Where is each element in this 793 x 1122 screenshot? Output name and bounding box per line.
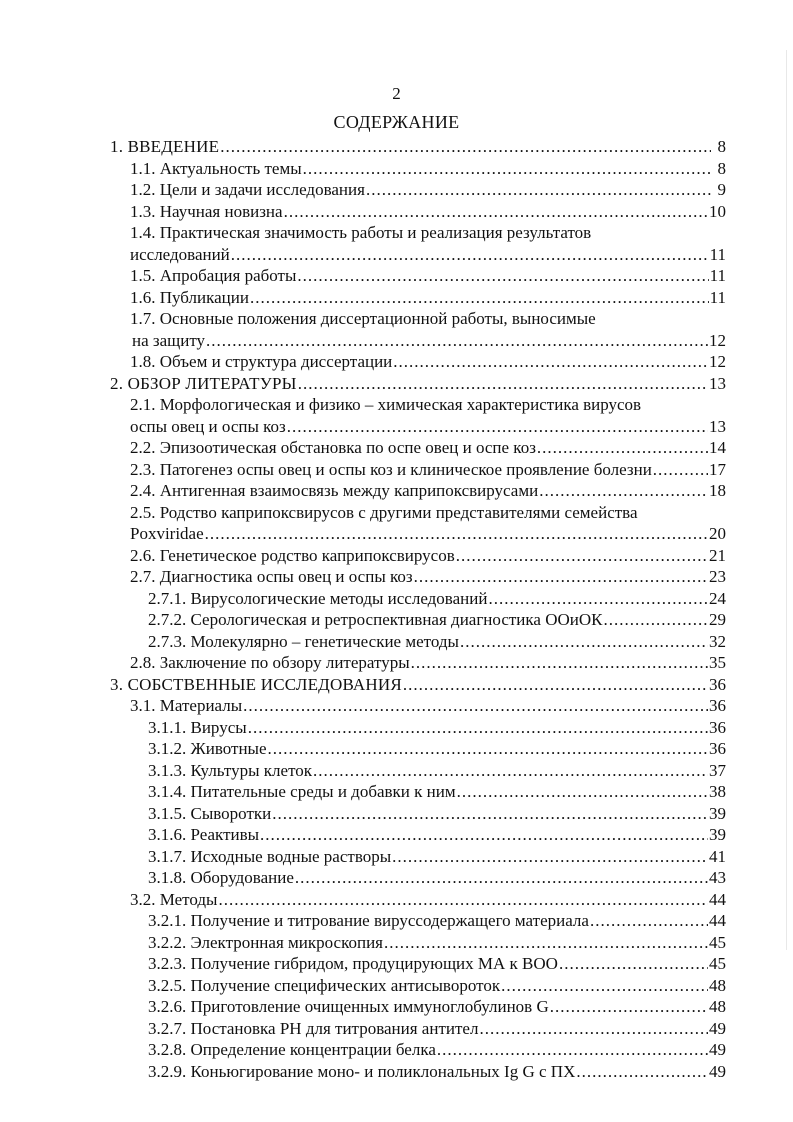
toc-entry	[110, 867, 726, 889]
toc-entry-text: 1.6. Публикации	[130, 287, 249, 307]
toc-entry	[110, 953, 726, 975]
toc-entry-page: 39	[709, 825, 726, 844]
toc-entry	[110, 351, 726, 373]
toc-entry-text: 3.1.3. Культуры клеток	[148, 760, 313, 780]
toc-entry-text: 3.2.1. Получение и титрование вируссодержащего материала	[148, 911, 589, 930]
toc-entry-page: 43	[709, 868, 726, 887]
toc-entry	[110, 523, 726, 545]
toc-entry-page: 32	[709, 631, 726, 651]
toc-entry-text: 3.1.2. Животные	[148, 739, 267, 758]
toc-entry	[110, 308, 726, 330]
toc-entry-page: 45	[709, 954, 726, 973]
toc-entry-page: 13	[709, 373, 726, 393]
toc-entry-text: 2.2. Эпизоотическая обстановка по оспе овец и оспе коз	[130, 438, 536, 457]
toc-leader-dots	[488, 588, 708, 610]
toc-entry-text: 2.7.2. Серологическая и ретроспективная диагностика ООиОК	[148, 610, 603, 629]
toc-leader-dots	[414, 566, 708, 588]
toc-leader-dots	[206, 330, 708, 352]
toc-entry	[110, 932, 726, 954]
toc-entry	[110, 1061, 726, 1083]
toc-leader-dots	[460, 631, 708, 653]
toc-entry-page: 24	[709, 588, 726, 608]
toc-leader-dots	[456, 545, 708, 567]
toc-entry	[110, 545, 726, 567]
toc-entry-text: исследований	[130, 244, 230, 264]
toc-leader-dots	[559, 953, 708, 975]
toc-entry-text: 2.6. Генетическое родство каприпоксвирусов	[130, 545, 455, 565]
toc-entry	[110, 824, 726, 846]
toc-entry-text: 2. ОБЗОР ЛИТЕРАТУРЫ	[110, 373, 297, 393]
toc-leader-dots	[284, 201, 708, 223]
toc-entry-text: Poxviridae	[130, 524, 204, 543]
toc-entry-page: 12	[709, 352, 726, 371]
toc-entry	[110, 566, 726, 588]
toc-leader-dots	[298, 373, 708, 395]
toc-entry-page: 14	[709, 438, 726, 457]
toc-entry-text: 3.1.1. Вирусы	[148, 717, 247, 737]
toc-entry	[110, 330, 726, 352]
toc-entry	[110, 136, 726, 158]
toc-entry-text: 3.2.5. Получение специфических антисывороток	[148, 975, 501, 995]
toc-leader-dots	[295, 867, 708, 889]
toc-entry-page: 20	[709, 524, 726, 543]
toc-entry	[110, 287, 726, 309]
toc-leader-dots	[501, 975, 708, 997]
toc-entry	[110, 781, 726, 803]
toc-leader-dots	[539, 480, 708, 502]
toc-entry-text: 1.8. Объем и структура диссертации	[130, 352, 393, 371]
toc-entry-page: 48	[709, 997, 726, 1016]
toc-entry	[110, 222, 726, 244]
toc-leader-dots	[590, 910, 708, 932]
toc-entry	[110, 996, 726, 1018]
toc-entry-text: 3.1.7. Исходные водные растворы	[148, 846, 392, 866]
toc-entry	[110, 889, 726, 911]
toc-leader-dots	[537, 437, 708, 459]
toc-leader-dots	[272, 803, 708, 825]
toc-entry-page: 12	[709, 330, 726, 350]
toc-leader-dots	[411, 652, 708, 674]
toc-entry-text: 3.2.6. Приготовление очищенных иммуноглобулинов G	[148, 997, 549, 1016]
toc-entry-text: 3.1.5. Сыворотки	[148, 803, 272, 823]
toc-entry-page: 49	[709, 1061, 726, 1081]
toc-entry-page: 48	[709, 975, 726, 995]
toc-entry-text: 2.7.3. Молекулярно – генетические методы	[148, 631, 459, 651]
toc-entry-text: 3.1.4. Питательные среды и добавки к ним	[148, 782, 456, 801]
toc-entry	[110, 179, 726, 201]
toc-entry-page: 10	[709, 201, 726, 221]
toc-entry-text: 2.5. Родство каприпоксвирусов с другими представителями семейства	[130, 502, 638, 522]
toc-entry-page: 36	[709, 739, 726, 758]
toc-entry-page: 29	[709, 610, 726, 629]
toc-leader-dots	[403, 674, 708, 696]
toc-entry	[110, 760, 726, 782]
toc-leader-dots	[392, 846, 708, 868]
toc-entry-page: 11	[709, 287, 726, 307]
toc-entry	[110, 1018, 726, 1040]
toc-entry	[110, 738, 726, 760]
toc-leader-dots	[297, 265, 708, 287]
toc-entry	[110, 910, 726, 932]
toc-entry	[110, 244, 726, 266]
toc-entry	[110, 588, 726, 610]
toc-entry-text: 1.7. Основные положения диссертационной работы, выносимые	[130, 309, 596, 328]
toc-leader-dots	[366, 179, 711, 201]
toc-leader-dots	[218, 889, 708, 911]
toc-entry-page: 13	[709, 416, 726, 436]
toc-leader-dots	[268, 738, 708, 760]
toc-leader-dots	[384, 932, 708, 954]
toc-entry	[110, 265, 726, 287]
toc-entry	[110, 975, 726, 997]
toc-entry-page: 45	[709, 932, 726, 952]
toc-entry-page: 8	[717, 137, 726, 156]
table-of-contents	[110, 136, 726, 1082]
toc-entry-page: 9	[717, 180, 726, 199]
toc-entry-text: 3.2.2. Электронная микроскопия	[148, 932, 384, 952]
toc-entry-text: 3.1.8. Оборудование	[148, 868, 294, 887]
toc-entry-text: 1.5. Апробация работы	[130, 266, 297, 285]
toc-entry-page: 44	[709, 889, 726, 909]
toc-title: СОДЕРЖАНИЕ	[333, 112, 460, 132]
toc-entry-page: 11	[709, 244, 726, 264]
toc-entry-text: 1.2. Цели и задачи исследования	[130, 180, 365, 199]
toc-entry-page: 11	[709, 266, 726, 285]
toc-leader-dots	[393, 351, 708, 373]
toc-leader-dots	[603, 609, 708, 631]
toc-leader-dots	[313, 760, 708, 782]
toc-entry	[110, 416, 726, 438]
toc-leader-dots	[287, 416, 708, 438]
toc-entry-page: 44	[709, 911, 726, 930]
page-number: 2	[392, 84, 401, 103]
toc-entry-page: 49	[709, 1018, 726, 1038]
toc-entry	[110, 1039, 726, 1061]
toc-entry	[110, 201, 726, 223]
toc-leader-dots	[437, 1039, 708, 1061]
toc-entry-text: 3.2.8. Определение концентрации белка	[148, 1040, 436, 1059]
toc-entry-text: 3.2. Методы	[130, 889, 218, 909]
toc-entry-text: 3.1. Материалы	[130, 696, 243, 715]
toc-entry-page: 39	[709, 803, 726, 823]
toc-entry	[110, 394, 726, 416]
toc-entry-text: 1.4. Практическая значимость работы и реализация результатов	[130, 223, 592, 242]
toc-entry	[110, 717, 726, 739]
toc-leader-dots	[231, 244, 709, 266]
toc-entry-text: 2.4. Антигенная взаимосвязь между каприпоксвирусами	[130, 481, 539, 500]
toc-entry	[110, 502, 726, 524]
toc-entry-page: 36	[709, 717, 726, 737]
toc-entry	[110, 846, 726, 868]
toc-entry-page: 17	[709, 459, 726, 479]
toc-entry-page: 8	[717, 158, 726, 178]
toc-entry	[110, 674, 726, 696]
toc-leader-dots	[303, 158, 711, 180]
toc-entry-page: 36	[709, 696, 726, 715]
toc-entry-text: 3.1.6. Реактивы	[148, 825, 260, 844]
toc-entry-text: 3. СОБСТВЕННЫЕ ИССЛЕДОВАНИЯ	[110, 674, 402, 694]
toc-entry	[110, 609, 726, 631]
toc-entry-page: 18	[709, 481, 726, 500]
toc-entry-text: 1.1. Актуальность темы	[130, 158, 302, 178]
toc-leader-dots	[220, 136, 711, 158]
toc-leader-dots	[248, 717, 708, 739]
toc-entry	[110, 803, 726, 825]
toc-leader-dots	[457, 781, 708, 803]
toc-entry-text: на защиту	[132, 330, 206, 350]
toc-entry-text: 2.1. Морфологическая и физико – химическая характеристика вирусов	[130, 395, 642, 414]
toc-entry	[110, 652, 726, 674]
toc-leader-dots	[260, 824, 708, 846]
toc-entry	[110, 480, 726, 502]
toc-entry	[110, 158, 726, 180]
toc-entry-text: оспы овец и оспы коз	[130, 416, 286, 436]
toc-entry-page: 36	[709, 674, 726, 694]
toc-entry-text: 1.3. Научная новизна	[130, 201, 283, 221]
scan-edge-line	[786, 50, 787, 950]
toc-entry-text: 2.8. Заключение по обзору литературы	[130, 653, 410, 672]
toc-leader-dots	[653, 459, 708, 481]
toc-entry	[110, 459, 726, 481]
toc-entry-text: 2.7.1. Вирусологические методы исследований	[148, 588, 488, 608]
toc-entry	[110, 437, 726, 459]
toc-leader-dots	[205, 523, 708, 545]
toc-entry	[110, 631, 726, 653]
toc-entry-page: 41	[709, 846, 726, 866]
toc-entry-page: 37	[709, 760, 726, 780]
toc-entry-page: 38	[709, 782, 726, 801]
toc-entry-text: 2.7. Диагностика оспы овец и оспы коз	[130, 567, 413, 586]
toc-entry	[110, 373, 726, 395]
toc-leader-dots	[550, 996, 708, 1018]
toc-entry-text: 3.2.9. Коньюгирование моно- и поликлональных Ig G с ПХ	[148, 1061, 576, 1081]
toc-leader-dots	[250, 287, 709, 309]
toc-entry-page: 21	[709, 545, 726, 565]
toc-entry-page: 35	[709, 653, 726, 672]
toc-entry	[110, 695, 726, 717]
toc-entry-text: 3.2.7. Постановка РН для титрования антител	[148, 1018, 479, 1038]
toc-entry-text: 1. ВВЕДЕНИЕ	[110, 137, 220, 156]
toc-entry-page: 49	[709, 1040, 726, 1059]
toc-entry-text: 2.3. Патогенез оспы овец и оспы коз и клиническое проявление болезни	[130, 459, 652, 479]
toc-leader-dots	[243, 695, 708, 717]
toc-leader-dots	[479, 1018, 708, 1040]
toc-entry-text: 3.2.3. Получение гибридом, продуцирующих МА к ВОО	[148, 954, 558, 973]
toc-leader-dots	[576, 1061, 708, 1083]
toc-entry-page: 23	[709, 567, 726, 586]
